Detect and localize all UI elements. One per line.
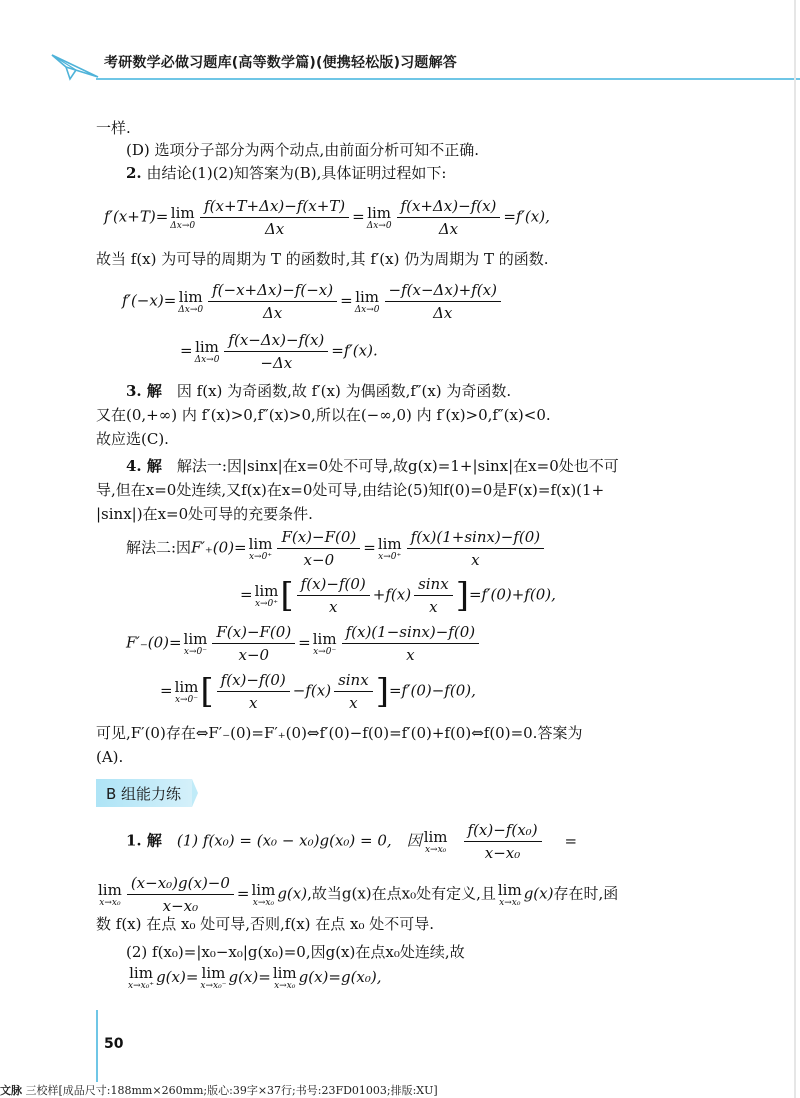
footer-rule bbox=[96, 1010, 98, 1082]
fraction bbox=[297, 574, 370, 617]
lim-word: lim bbox=[497, 880, 522, 899]
eq-sign: = bbox=[236, 884, 250, 903]
fraction bbox=[397, 196, 501, 239]
eq-rhs: =f′(x), bbox=[503, 207, 550, 226]
eq-term: −f(x) bbox=[292, 681, 332, 700]
section-label-text: B 组能力练 bbox=[106, 785, 182, 803]
lim-word: lim bbox=[377, 534, 402, 553]
lim-word: lim bbox=[251, 880, 276, 899]
denominator: x−x₀ bbox=[162, 897, 199, 915]
denominator: x bbox=[248, 694, 258, 712]
limit bbox=[498, 882, 522, 908]
text-line: 一样. bbox=[96, 119, 131, 137]
equation bbox=[126, 820, 577, 863]
eq-term: g(x)=g(x₀), bbox=[298, 968, 382, 986]
limit bbox=[249, 536, 273, 562]
lim-sub: Δx→0 bbox=[366, 220, 392, 231]
denominator: Δx bbox=[438, 220, 459, 238]
text-line bbox=[126, 455, 619, 477]
numerator: f(x−Δx)−f(x) bbox=[224, 330, 328, 352]
denominator: x bbox=[471, 551, 480, 569]
eq-term: g(x)= bbox=[228, 968, 271, 986]
denominator: x bbox=[328, 598, 338, 616]
numerator: sinx bbox=[414, 574, 453, 596]
lim-word: lim bbox=[174, 677, 199, 696]
lim-word: lim bbox=[312, 629, 337, 648]
numerator: sinx bbox=[334, 670, 373, 692]
limit bbox=[200, 965, 226, 991]
page-number: 50 bbox=[104, 1036, 124, 1052]
eq-term: g(x) bbox=[523, 884, 554, 903]
eq-lhs: F′₋(0)= bbox=[126, 633, 182, 652]
text-line: 故当 f(x) 为可导的周期为 T 的函数时,其 f′(x) 仍为周期为 T 的函数. bbox=[96, 250, 549, 268]
section-label bbox=[96, 779, 192, 807]
bracket: [ bbox=[280, 575, 294, 616]
lim-sub: Δx→0 bbox=[170, 220, 196, 231]
limit bbox=[378, 536, 402, 562]
lim-sub: x→0⁺ bbox=[254, 598, 279, 609]
limit bbox=[128, 965, 154, 991]
lim-word: lim bbox=[272, 964, 297, 982]
eq-sign: = bbox=[340, 291, 353, 310]
text-line: (A). bbox=[96, 748, 124, 766]
fraction bbox=[464, 820, 542, 863]
text-line: 故应选(C). bbox=[96, 430, 169, 448]
equation bbox=[126, 527, 547, 570]
equation bbox=[122, 280, 504, 323]
text-line: 导,但在x=0处连续,又f(x)在x=0处可导,由结论(5)知f(0)=0是F(x)=f(x)(1+ bbox=[96, 481, 605, 499]
text: 由结论(1)(2)知答案为(B),具体证明过程如下: bbox=[141, 164, 447, 182]
lim-word: lim bbox=[170, 203, 195, 222]
numerator: f(x)(1+sinx)−f(0) bbox=[407, 527, 545, 549]
lim-word: lim bbox=[254, 581, 279, 600]
equation bbox=[160, 670, 476, 713]
eq-lhs: F′₊(0)= bbox=[191, 538, 247, 557]
paper-plane-icon bbox=[48, 47, 104, 83]
page-edge bbox=[794, 0, 796, 1098]
lim-word: lim bbox=[98, 880, 122, 899]
lim-word: lim bbox=[201, 964, 226, 982]
lim-word: lim bbox=[129, 964, 153, 982]
lim-sub: x→0⁻ bbox=[174, 694, 199, 705]
numerator: f(x)−f(0) bbox=[297, 574, 370, 596]
denominator: x bbox=[429, 598, 438, 616]
lim-word: lim bbox=[178, 287, 203, 306]
lim-word: lim bbox=[355, 287, 380, 306]
eq-term: g(x) bbox=[277, 884, 308, 903]
numerator: f(x)−f(0) bbox=[217, 670, 290, 692]
limit bbox=[424, 829, 448, 855]
eq-sign: = bbox=[564, 831, 578, 850]
text: ,故当g(x)在点x₀处有定义,且 bbox=[307, 884, 496, 903]
equation bbox=[240, 574, 556, 617]
imprint-brand: 文脉 bbox=[0, 1084, 22, 1097]
lim-sub: Δx→0 bbox=[178, 304, 204, 315]
lim-sub: Δx→0 bbox=[354, 304, 380, 315]
section-label-tail bbox=[192, 779, 198, 807]
denominator: x−0 bbox=[303, 551, 335, 569]
limit bbox=[175, 679, 199, 705]
denominator: x bbox=[349, 694, 358, 712]
eq-lhs: f′(x+T)= bbox=[104, 207, 169, 226]
lim-word: lim bbox=[195, 337, 219, 356]
fraction bbox=[334, 670, 373, 713]
eq-sign: = bbox=[363, 538, 376, 557]
bracket: ] bbox=[375, 671, 389, 712]
lim-sub: x→x₀⁺ bbox=[128, 981, 155, 991]
limit bbox=[170, 205, 195, 231]
eq-rhs: =f′(0)+f(0), bbox=[468, 585, 556, 604]
lim-sub: x→0⁺ bbox=[248, 551, 273, 562]
fraction bbox=[277, 527, 360, 570]
fraction bbox=[200, 196, 349, 239]
numerator: f(−x+Δx)−f(−x) bbox=[208, 280, 337, 302]
eq-sign: = bbox=[240, 585, 253, 604]
fraction bbox=[224, 330, 328, 373]
bracket: [ bbox=[200, 671, 214, 712]
item-number: 1. 解 bbox=[126, 831, 162, 850]
numerator: F(x)−F(0) bbox=[277, 527, 360, 549]
limit bbox=[355, 289, 380, 315]
lim-sub: x→x₀ bbox=[274, 981, 296, 991]
text-line bbox=[126, 162, 447, 184]
limit bbox=[273, 965, 297, 991]
denominator: x−0 bbox=[238, 646, 270, 664]
item-number: 3. 解 bbox=[126, 382, 162, 400]
lim-sub: x→x₀⁻ bbox=[200, 981, 227, 991]
eq-rhs: =f′(x). bbox=[331, 341, 378, 360]
equation bbox=[96, 873, 618, 916]
eq-lhs: f′(−x)= bbox=[122, 291, 177, 310]
eq-rhs: =f′(0)−f(0), bbox=[388, 681, 476, 700]
header-rule bbox=[96, 78, 800, 80]
limit bbox=[178, 289, 203, 315]
text-line: 又在(0,+∞) 内 f′(x)>0,f″(x)>0,所以在(−∞,0) 内 f′(x)>0,f″(x)<0. bbox=[96, 406, 551, 424]
text-line: (2) f(x₀)=|x₀−x₀|g(x₀)=0,因g(x)在点x₀处连续,故 bbox=[126, 943, 465, 961]
text: 存在时,函 bbox=[553, 884, 619, 903]
item-number: 4. 解 bbox=[126, 457, 162, 475]
text: (1) f(x₀) = (x₀ − x₀)g(x₀) = 0, 因 bbox=[161, 831, 422, 850]
lim-sub: Δx→0 bbox=[194, 354, 220, 365]
numerator: f(x)−f(x₀) bbox=[464, 820, 542, 842]
numerator: f(x)(1−sinx)−f(0) bbox=[342, 622, 480, 644]
equation bbox=[126, 965, 382, 991]
label: 解法二:因 bbox=[126, 538, 192, 557]
lim-word: lim bbox=[423, 827, 448, 846]
limit bbox=[255, 583, 279, 609]
print-imprint bbox=[0, 1082, 438, 1098]
numerator: −f(x−Δx)+f(x) bbox=[385, 280, 501, 302]
text-line bbox=[126, 380, 511, 402]
equation bbox=[180, 330, 378, 373]
denominator: x−x₀ bbox=[484, 844, 521, 862]
equation bbox=[104, 196, 550, 239]
lim-sub: x→x₀ bbox=[424, 844, 447, 855]
lim-sub: x→0⁻ bbox=[313, 646, 337, 657]
denominator: Δx bbox=[262, 304, 283, 322]
lim-sub: x→x₀ bbox=[252, 897, 275, 908]
eq-sign: = bbox=[352, 207, 365, 226]
fraction bbox=[217, 670, 290, 713]
fraction bbox=[127, 873, 234, 916]
numerator: f(x+T+Δx)−f(x+T) bbox=[200, 196, 349, 218]
eq-sign: = bbox=[298, 633, 311, 652]
fraction bbox=[208, 280, 337, 323]
text-line: 数 f(x) 在点 x₀ 处可导,否则,f(x) 在点 x₀ 处不可导. bbox=[96, 915, 435, 933]
text-line: 可见,F′(0)存在⇔F′₋(0)=F′₊(0)⇔f′(0)−f(0)=f′(0)+f(0)⇔f(0)=0.答案为 bbox=[96, 724, 583, 742]
header-title: 考研数学必做习题库(高等数学篇)(便携轻松版)习题解答 bbox=[104, 55, 457, 71]
eq-term: +f(x) bbox=[372, 585, 412, 604]
fraction bbox=[414, 574, 453, 617]
lim-sub: x→x₀ bbox=[99, 897, 121, 908]
lim-sub: x→0⁺ bbox=[378, 551, 402, 562]
denominator: Δx bbox=[264, 220, 285, 238]
fraction bbox=[212, 622, 295, 665]
text: 因 f(x) 为奇函数,故 f′(x) 为偶函数,f″(x) 为奇函数. bbox=[161, 382, 512, 400]
denominator: −Δx bbox=[260, 354, 293, 372]
item-number: 2. bbox=[126, 164, 142, 182]
limit bbox=[252, 882, 276, 908]
denominator: x bbox=[406, 646, 415, 664]
eq-sign: = bbox=[180, 341, 193, 360]
fraction bbox=[407, 527, 545, 570]
limit bbox=[184, 631, 208, 657]
lim-sub: x→x₀ bbox=[499, 897, 521, 908]
limit bbox=[313, 631, 337, 657]
limit bbox=[98, 882, 122, 908]
lim-word: lim bbox=[248, 534, 273, 553]
bracket: ] bbox=[455, 575, 469, 616]
imprint-text: 三校样[成品尺寸:188mm×260mm;版心:39字×37行;书号:23FD01003;排版:XU] bbox=[22, 1084, 438, 1097]
numerator: f(x+Δx)−f(x) bbox=[397, 196, 501, 218]
text: 解法一:因|sinx|在x=0处不可导,故g(x)=1+|sinx|在x=0处也不可 bbox=[161, 457, 619, 475]
text-line: |sinx|)在x=0处可导的充要条件. bbox=[96, 505, 313, 523]
limit bbox=[367, 205, 392, 231]
eq-term: g(x)= bbox=[156, 968, 199, 986]
lim-sub: x→0⁻ bbox=[183, 646, 207, 657]
eq-sign: = bbox=[160, 681, 173, 700]
lim-word: lim bbox=[367, 203, 392, 222]
text-line: (D) 选项分子部分为两个动点,由前面分析可知不正确. bbox=[126, 141, 480, 159]
numerator: F(x)−F(0) bbox=[212, 622, 295, 644]
equation bbox=[126, 622, 482, 665]
numerator: (x−x₀)g(x)−0 bbox=[127, 873, 234, 895]
fraction bbox=[385, 280, 501, 323]
denominator: Δx bbox=[433, 304, 453, 322]
lim-word: lim bbox=[183, 629, 208, 648]
fraction bbox=[342, 622, 480, 665]
limit bbox=[195, 339, 220, 365]
